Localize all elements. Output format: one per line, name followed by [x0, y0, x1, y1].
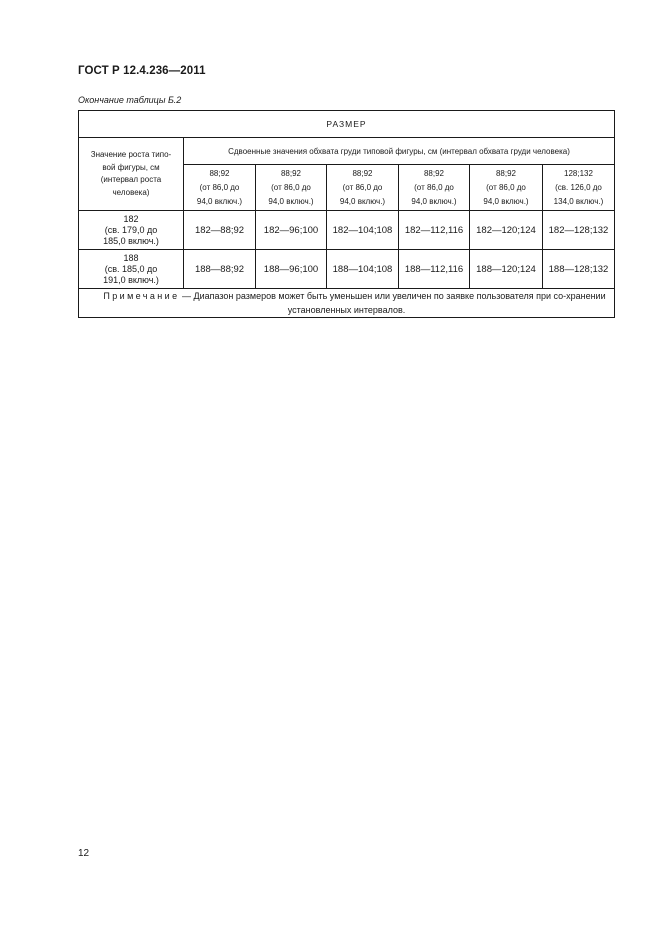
note-row — [79, 289, 615, 318]
size-cell: 188—88;92 — [184, 250, 256, 289]
height-range-to: 191,0 включ.) — [103, 274, 159, 285]
chest-range-to: 94,0 включ.) — [268, 196, 314, 206]
chest-value: 128;132 — [564, 168, 593, 178]
chest-value: 88;92 — [352, 168, 373, 178]
chest-range-to: 94,0 включ.) — [411, 196, 457, 206]
table-caption: Окончание таблицы Б.2 — [78, 95, 182, 105]
document-code: ГОСТ Р 12.4.236—2011 — [78, 65, 206, 77]
chest-range-to: 94,0 включ.) — [196, 196, 243, 206]
chest-range-from: (от 86,0 до — [486, 182, 526, 192]
size-cell: 182—104;108 — [327, 211, 399, 250]
table-header-row — [79, 138, 615, 165]
chest-range-to: 94,0 включ.) — [339, 196, 386, 206]
chest-range-from: (от 86,0 до — [271, 182, 311, 192]
table-title: РАЗМЕР — [79, 111, 615, 138]
table-row — [79, 250, 615, 289]
chest-range-header — [543, 165, 615, 211]
size-cell: 188—104;108 — [327, 250, 399, 289]
stub-header-line: Значение роста типо- — [90, 150, 172, 159]
stub-header-line: человека) — [112, 187, 150, 197]
height-range-to: 185,0 включ.) — [103, 235, 159, 246]
chest-range-header — [256, 165, 327, 211]
chest-range-to: 134,0 включ.) — [553, 196, 604, 206]
chest-range-header — [327, 165, 399, 211]
table-row — [79, 211, 615, 250]
stub-header-line: вой фигуры, см — [102, 162, 160, 172]
note-text: — Диапазон размеров может быть уменьшен или увеличен по заявке пользователя при со-хранении установленных интервалов. — [179, 291, 606, 315]
chest-range-from: (от 86,0 до — [414, 182, 454, 192]
chest-range-to: 94,0 включ.) — [483, 196, 529, 206]
stub-header-line: (интервал роста — [100, 175, 162, 184]
chest-value: 88;92 — [423, 168, 445, 178]
chest-value: 88;92 — [209, 168, 230, 178]
height-range-from: (св. 185,0 до — [104, 263, 158, 274]
height-value: 182 — [123, 213, 139, 224]
size-table — [78, 110, 615, 318]
size-cell: 188—112,116 — [399, 250, 470, 289]
table-title-row — [79, 111, 615, 138]
note-lead: Примечание — [103, 291, 180, 301]
height-cell — [79, 211, 184, 250]
size-cell: 188—96;100 — [256, 250, 327, 289]
table-note — [79, 289, 615, 318]
size-cell: 182—120;124 — [470, 211, 543, 250]
chest-range-header — [184, 165, 256, 211]
size-cell: 188—128;132 — [543, 250, 615, 289]
chest-range-from: (св. 126,0 до — [555, 182, 602, 192]
size-cell: 182—88;92 — [184, 211, 256, 250]
chest-group-header: Сдвоенные значения обхвата груди типовой фигуры, см (интервал обхвата груди человека) — [184, 138, 615, 165]
height-value: 188 — [123, 252, 139, 263]
height-cell — [79, 250, 184, 289]
chest-value: 88;92 — [495, 168, 517, 178]
chest-range-from: (от 86,0 до — [342, 182, 383, 192]
size-cell: 182—112,116 — [399, 211, 470, 250]
height-range-from: (св. 179,0 до — [104, 224, 158, 235]
chest-range-header — [470, 165, 543, 211]
size-cell: 188—120;124 — [470, 250, 543, 289]
size-cell: 182—96;100 — [256, 211, 327, 250]
chest-range-from: (от 86,0 до — [199, 182, 240, 192]
stub-header — [79, 138, 184, 211]
chest-range-header — [399, 165, 470, 211]
page-number: 12 — [78, 848, 90, 859]
chest-value: 88;92 — [280, 168, 302, 178]
size-cell: 182—128;132 — [543, 211, 615, 250]
